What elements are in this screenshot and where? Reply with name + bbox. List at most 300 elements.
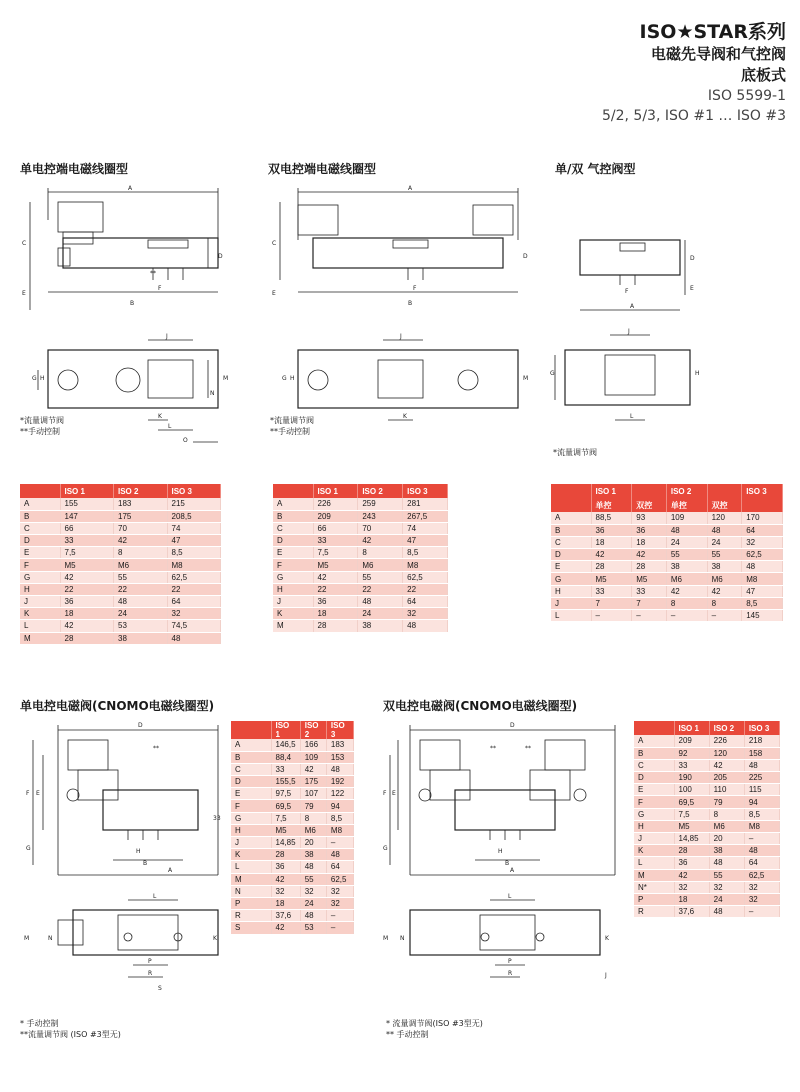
table-cell: 79 <box>300 800 326 812</box>
table-cell: M8 <box>744 820 779 832</box>
table-cell: 158 <box>744 747 779 759</box>
svg-text:F: F <box>383 790 387 797</box>
svg-text:M: M <box>223 375 229 382</box>
table-cell: H <box>273 583 313 595</box>
table-row <box>634 759 780 771</box>
svg-text:H: H <box>40 375 45 382</box>
table-row <box>231 763 354 775</box>
table-cell: 7 <box>632 597 667 609</box>
table-cell: A <box>273 498 313 510</box>
table-cell: 215 <box>167 498 221 510</box>
table-row <box>273 510 448 522</box>
table-cell: 48 <box>709 857 744 869</box>
table-cell: 94 <box>326 800 353 812</box>
table-cell: 55 <box>358 571 403 583</box>
table-row <box>231 910 354 922</box>
table-row <box>634 869 780 881</box>
table-cell: 64 <box>403 596 448 608</box>
table-cell: 32 <box>167 608 221 620</box>
svg-text:D: D <box>510 722 515 729</box>
table-row <box>20 608 221 620</box>
svg-text:K: K <box>158 413 162 420</box>
note-flow-4: **流量调节阀 (ISO #3型无) <box>20 1030 121 1039</box>
table-row <box>20 547 221 559</box>
dimension-table-cnomo-double <box>634 721 780 918</box>
table-cell: 109 <box>666 512 707 524</box>
table-row <box>20 583 221 595</box>
svg-text:A: A <box>510 867 515 874</box>
table-cell: 88,4 <box>271 751 300 763</box>
table-cell: K <box>231 849 271 861</box>
svg-text:C: C <box>272 240 277 247</box>
table-cell: 48 <box>326 763 353 775</box>
table-cell: J <box>634 833 674 845</box>
table-cell: M5 <box>313 559 358 571</box>
col-header <box>632 484 667 498</box>
table-cell: E <box>20 547 60 559</box>
col-header <box>273 484 313 498</box>
svg-text:A: A <box>408 185 413 192</box>
table-cell: A <box>634 735 674 747</box>
table-cell: 7,5 <box>313 547 358 559</box>
table-cell: 18 <box>60 608 114 620</box>
table-cell: C <box>551 536 591 548</box>
table-cell: C <box>273 522 313 534</box>
table-cell: 32 <box>326 885 353 897</box>
table-row <box>231 861 354 873</box>
svg-text:F: F <box>158 285 162 292</box>
table-cell: 62,5 <box>742 549 783 561</box>
col-header: ISO 2 <box>709 721 744 735</box>
table-cell: 48 <box>744 759 779 771</box>
note-manual-2: **手动控制 <box>270 427 310 436</box>
table-cell: 48 <box>326 849 353 861</box>
section-title-double-solenoid: 双电控端电磁线圈型 <box>268 162 377 176</box>
table-cell: 64 <box>326 861 353 873</box>
table-cell: 32 <box>742 536 783 548</box>
table-cell: 32 <box>674 881 709 893</box>
svg-text:M: M <box>383 935 389 942</box>
table-cell: F <box>273 559 313 571</box>
table-cell: – <box>326 922 353 934</box>
col-subheader: 双控 <box>632 498 667 512</box>
subtitle-2: 底板式 <box>740 66 786 84</box>
table-cell: 208,5 <box>167 510 221 522</box>
table-cell: 37,6 <box>674 906 709 918</box>
table-cell: 62,5 <box>403 571 448 583</box>
table-cell: B <box>20 510 60 522</box>
table-cell: 64 <box>167 596 221 608</box>
svg-text:G: G <box>282 375 287 382</box>
svg-text:P: P <box>508 958 512 965</box>
svg-text:**: ** <box>153 745 159 752</box>
table-cell: H <box>20 583 60 595</box>
table-cell: 22 <box>167 583 221 595</box>
note-flow-5: * 流量调节阀(ISO #3型无) <box>386 1019 483 1028</box>
col-subheader <box>742 498 783 512</box>
table-cell: 74 <box>167 522 221 534</box>
table-cell: 24 <box>358 608 403 620</box>
table-cell: 47 <box>167 535 221 547</box>
table-cell: 42 <box>271 873 300 885</box>
table-cell: 55 <box>114 571 168 583</box>
table-row <box>551 585 783 597</box>
svg-text:H: H <box>498 848 503 855</box>
table-row <box>273 547 448 559</box>
table-cell: M8 <box>326 824 353 836</box>
svg-text:B: B <box>505 860 510 867</box>
table-cell: F <box>634 796 674 808</box>
note-flow-3: *流量调节阀 <box>553 448 597 457</box>
table-cell: E <box>273 547 313 559</box>
svg-text:E: E <box>392 790 396 797</box>
table-row <box>634 820 780 832</box>
table-cell: 8 <box>114 547 168 559</box>
table-cell: 33 <box>60 535 114 547</box>
table-cell: 28 <box>60 632 114 644</box>
table-cell: 38 <box>709 845 744 857</box>
table-cell: L <box>634 857 674 869</box>
table-cell: 38 <box>358 620 403 632</box>
svg-text:M: M <box>24 935 30 942</box>
table-cell: 48 <box>707 524 742 536</box>
table-cell: 145 <box>742 610 783 622</box>
svg-text:M: M <box>523 375 529 382</box>
table-cell: 155,5 <box>271 776 300 788</box>
svg-text:L: L <box>168 423 172 430</box>
table-cell: 32 <box>709 881 744 893</box>
table-cell: R <box>231 910 271 922</box>
svg-text:D: D <box>690 255 695 262</box>
table-cell: 155 <box>60 498 114 510</box>
table-cell: 38 <box>114 632 168 644</box>
table-cell: 8,5 <box>326 812 353 824</box>
table-cell: 88,5 <box>591 512 632 524</box>
table-cell: 33 <box>632 585 667 597</box>
table-cell: 32 <box>744 881 779 893</box>
table-cell: 36 <box>60 596 114 608</box>
svg-text:H: H <box>695 370 700 377</box>
table-cell: 42 <box>632 549 667 561</box>
table-row <box>231 788 354 800</box>
table-cell: M <box>231 873 271 885</box>
svg-text:G: G <box>550 370 555 377</box>
table-cell: C <box>634 759 674 771</box>
table-cell: 55 <box>709 869 744 881</box>
table-cell: M5 <box>674 820 709 832</box>
table-cell: 190 <box>674 772 709 784</box>
table-row <box>20 559 221 571</box>
table-cell: 110 <box>709 784 744 796</box>
col-subheader: 单控 <box>666 498 707 512</box>
table-cell: B <box>273 510 313 522</box>
table-cell: 28 <box>271 849 300 861</box>
table-cell: 48 <box>666 524 707 536</box>
table-row <box>231 849 354 861</box>
table-cell: 8 <box>709 808 744 820</box>
svg-text:F: F <box>413 285 417 292</box>
svg-text:H: H <box>136 848 141 855</box>
table-cell: 36 <box>674 857 709 869</box>
table-cell: M5 <box>271 824 300 836</box>
table-cell: P <box>634 893 674 905</box>
table-cell: 66 <box>313 522 358 534</box>
table-cell: 147 <box>60 510 114 522</box>
table-row <box>273 559 448 571</box>
table-cell: D <box>20 535 60 547</box>
col-subheader: 单控 <box>591 498 632 512</box>
svg-text:**: ** <box>150 270 156 277</box>
table-row <box>551 549 783 561</box>
table-cell: 42 <box>313 571 358 583</box>
table-cell: M <box>634 869 674 881</box>
table-cell: 33 <box>271 763 300 775</box>
table-row <box>634 784 780 796</box>
svg-text:B: B <box>130 300 135 307</box>
table-cell: 36 <box>271 861 300 873</box>
note-manual-4: * 手动控制 <box>20 1019 59 1028</box>
table-cell: M <box>20 632 60 644</box>
table-cell: K <box>273 608 313 620</box>
table-row <box>273 571 448 583</box>
table-row <box>231 897 354 909</box>
table-cell: 18 <box>271 897 300 909</box>
svg-text:33: 33 <box>213 815 221 822</box>
table-cell: 53 <box>114 620 168 632</box>
table-row <box>231 922 354 934</box>
subtitle: 电磁先导阀和气控阀 <box>650 45 786 63</box>
svg-text:E: E <box>22 290 26 297</box>
table-row <box>273 535 448 547</box>
table-row <box>634 857 780 869</box>
svg-text:J: J <box>605 972 607 979</box>
table-row <box>231 812 354 824</box>
table-cell: E <box>231 788 271 800</box>
table-cell: 20 <box>709 833 744 845</box>
svg-text:E: E <box>690 285 694 292</box>
table-cell: 22 <box>313 583 358 595</box>
table-cell: 7,5 <box>271 812 300 824</box>
svg-text:L: L <box>508 893 512 900</box>
svg-text:K: K <box>605 935 609 942</box>
table-cell: – <box>632 610 667 622</box>
table-cell: G <box>634 808 674 820</box>
table-cell: 243 <box>358 510 403 522</box>
col-header: ISO 2 <box>666 484 707 498</box>
table-row <box>20 498 221 510</box>
table-cell: 47 <box>742 585 783 597</box>
svg-text:C: C <box>22 240 27 247</box>
table-cell: B <box>551 524 591 536</box>
table-cell: 120 <box>707 512 742 524</box>
table-cell: 107 <box>300 788 326 800</box>
table-cell: M6 <box>709 820 744 832</box>
svg-text:J: J <box>166 333 168 340</box>
table-cell: 74 <box>403 522 448 534</box>
col-header: ISO 1 <box>271 721 300 739</box>
col-header: ISO 1 <box>591 484 632 498</box>
svg-text:A: A <box>128 185 133 192</box>
table-cell: 48 <box>742 561 783 573</box>
section-title-pneumatic: 单/双 气控阀型 <box>555 162 636 176</box>
standard: ISO 5599-1 <box>707 88 786 104</box>
table-cell: 183 <box>114 498 168 510</box>
svg-text:N: N <box>48 935 53 942</box>
svg-text:A: A <box>168 867 173 874</box>
col-header: ISO 3 <box>326 721 353 739</box>
section-title-cnomo-double: 双电控电磁阀(CNOMO电磁线圈型) <box>383 699 578 713</box>
col-header: ISO 3 <box>742 484 783 498</box>
table-row <box>634 747 780 759</box>
table-cell: 33 <box>674 759 709 771</box>
col-header <box>231 721 271 739</box>
table-cell: 42 <box>707 585 742 597</box>
svg-text:J: J <box>628 328 630 335</box>
table-cell: 18 <box>313 608 358 620</box>
table-row <box>20 510 221 522</box>
table-cell: 22 <box>403 583 448 595</box>
table-cell: 7,5 <box>60 547 114 559</box>
table-cell: 42 <box>271 922 300 934</box>
svg-text:E: E <box>272 290 276 297</box>
svg-text:A: A <box>630 303 635 310</box>
table-cell: A <box>231 739 271 751</box>
table-cell: 225 <box>744 772 779 784</box>
table-row <box>634 735 780 747</box>
table-cell: D <box>273 535 313 547</box>
svg-text:F: F <box>625 288 629 295</box>
table-cell: F <box>231 800 271 812</box>
pneumatic-valve-drawing <box>550 225 700 440</box>
table-cell: C <box>231 763 271 775</box>
table-cell: 20 <box>300 837 326 849</box>
table-row <box>231 824 354 836</box>
table-row <box>634 772 780 784</box>
table-cell: M <box>273 620 313 632</box>
table-cell: 18 <box>632 536 667 548</box>
table-cell: J <box>231 837 271 849</box>
table-row <box>273 596 448 608</box>
svg-text:G: G <box>26 845 31 852</box>
table-cell: 62,5 <box>167 571 221 583</box>
table-cell: 42 <box>60 620 114 632</box>
table-cell: 36 <box>632 524 667 536</box>
table-cell: 175 <box>114 510 168 522</box>
table-cell: 32 <box>326 897 353 909</box>
table-row <box>20 522 221 534</box>
table-cell: M8 <box>742 573 783 585</box>
table-row <box>551 561 783 573</box>
dimension-table-single <box>20 484 221 645</box>
table-cell: 38 <box>707 561 742 573</box>
sizes: 5/2, 5/3, ISO #1 … ISO #3 <box>601 108 786 124</box>
table-cell: – <box>591 610 632 622</box>
table-cell: 53 <box>300 922 326 934</box>
table-cell: D <box>231 776 271 788</box>
table-row <box>634 833 780 845</box>
svg-text:D: D <box>218 253 223 260</box>
col-subheader: 双控 <box>707 498 742 512</box>
table-cell: D <box>634 772 674 784</box>
table-row <box>231 751 354 763</box>
table-cell: J <box>551 597 591 609</box>
table-cell: 38 <box>666 561 707 573</box>
svg-text:P: P <box>148 958 152 965</box>
col-header: ISO 2 <box>358 484 403 498</box>
col-header: ISO 3 <box>403 484 448 498</box>
table-cell: 166 <box>300 739 326 751</box>
table-cell: 18 <box>591 536 632 548</box>
table-row <box>551 524 783 536</box>
table-cell: G <box>551 573 591 585</box>
table-cell: M6 <box>358 559 403 571</box>
table-cell: 259 <box>358 498 403 510</box>
table-cell: 70 <box>114 522 168 534</box>
table-cell: 24 <box>666 536 707 548</box>
table-cell: H <box>231 824 271 836</box>
table-cell: 42 <box>300 763 326 775</box>
table-cell: F <box>20 559 60 571</box>
svg-text:B: B <box>143 860 148 867</box>
table-cell: N <box>231 885 271 897</box>
table-cell: 8 <box>707 597 742 609</box>
table-cell: – <box>326 910 353 922</box>
svg-text:E: E <box>36 790 40 797</box>
svg-text:D: D <box>138 722 143 729</box>
table-cell: 22 <box>60 583 114 595</box>
table-cell: 42 <box>114 535 168 547</box>
table-row <box>231 776 354 788</box>
table-cell: – <box>666 610 707 622</box>
table-cell: P <box>231 897 271 909</box>
table-cell: 120 <box>709 747 744 759</box>
table-row <box>551 610 783 622</box>
dimension-table-double <box>273 484 448 633</box>
table-row <box>273 583 448 595</box>
table-cell: 48 <box>358 596 403 608</box>
table-cell: J <box>273 596 313 608</box>
table-cell: M8 <box>167 559 221 571</box>
table-row <box>20 571 221 583</box>
table-cell: 47 <box>403 535 448 547</box>
table-cell: – <box>707 610 742 622</box>
col-header: ISO 3 <box>167 484 221 498</box>
section-title-cnomo-single: 单电控电磁阀(CNOMO电磁线圈型) <box>20 699 215 713</box>
table-cell: K <box>20 608 60 620</box>
section-title-single-solenoid: 单电控端电磁线圈型 <box>20 162 129 176</box>
table-cell: E <box>551 561 591 573</box>
table-cell: 64 <box>742 524 783 536</box>
table-cell: 33 <box>591 585 632 597</box>
table-row <box>551 536 783 548</box>
table-cell: 267,5 <box>403 510 448 522</box>
table-row <box>20 620 221 632</box>
table-cell: 28 <box>632 561 667 573</box>
table-cell: 192 <box>326 776 353 788</box>
table-cell: M5 <box>632 573 667 585</box>
table-cell: 42 <box>358 535 403 547</box>
table-cell: 109 <box>300 751 326 763</box>
table-cell: C <box>20 522 60 534</box>
svg-text:L: L <box>153 893 157 900</box>
table-cell: 48 <box>167 632 221 644</box>
table-cell: M6 <box>707 573 742 585</box>
table-cell: 48 <box>300 910 326 922</box>
table-cell: H <box>634 820 674 832</box>
table-cell: 8,5 <box>742 597 783 609</box>
table-cell: 42 <box>709 759 744 771</box>
col-header: ISO 3 <box>744 721 779 735</box>
